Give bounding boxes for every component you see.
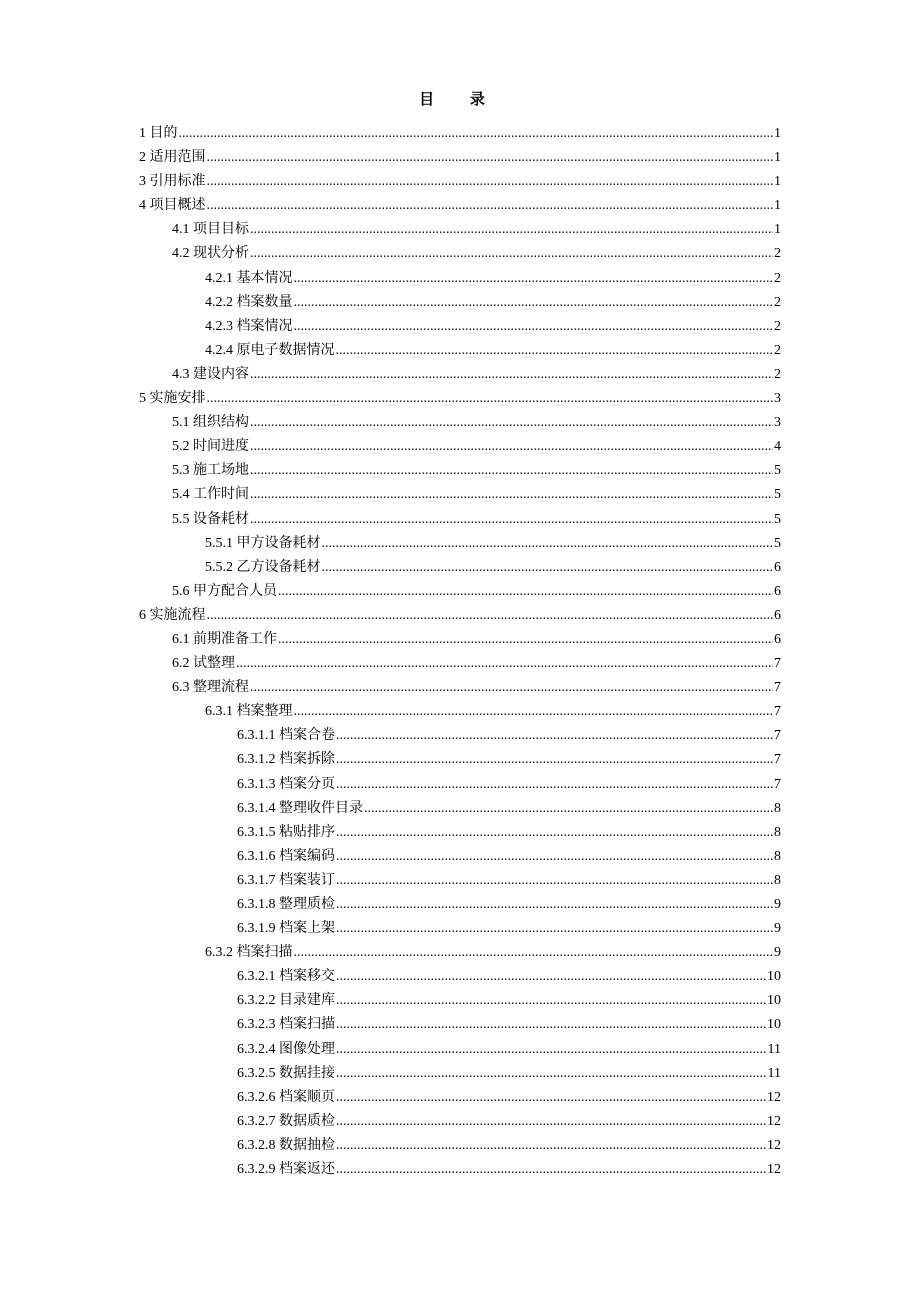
toc-entry-label: 5.1 组织结构 [172,415,249,431]
toc-entry-page-number: 2 [774,366,781,382]
toc-entry-page-number: 7 [774,728,781,744]
toc-entry-page-number: 2 [774,342,781,358]
toc-entry-label: 6.3.2.2 目录建库 [237,993,335,1009]
dot-leader [336,1110,766,1134]
dot-leader [250,459,773,483]
toc-entry[interactable] [139,869,781,893]
toc-entry-label: 6.2 试整理 [172,656,235,672]
toc-entry-page-number: 10 [767,993,781,1009]
toc-entry[interactable] [139,1134,781,1158]
dot-leader [336,1086,766,1110]
toc-entry-page-number: 4 [774,439,781,455]
toc-entry-label: 4.3 建设内容 [172,366,249,382]
toc-entry[interactable] [139,941,781,965]
dot-leader [336,1134,766,1158]
toc-entry[interactable] [139,1110,781,1134]
toc-entry-label: 6.3.2.1 档案移交 [237,969,335,985]
toc-entry-page-number: 2 [774,318,781,334]
toc-entry[interactable] [139,1038,781,1062]
dot-leader [207,170,774,194]
toc-entry-label: 4.1 项目目标 [172,222,249,238]
dot-leader [294,941,774,965]
dot-leader [336,989,766,1013]
dot-leader [336,1013,766,1037]
toc-entry[interactable] [139,652,781,676]
table-of-contents [139,122,781,1182]
toc-entry-page-number: 10 [767,1017,781,1033]
toc-entry-page-number: 2 [774,246,781,262]
dot-leader [294,700,774,724]
toc-entry-label: 5.5.1 甲方设备耗材 [205,535,321,551]
toc-entry-label: 6.3.2.5 数据挂接 [237,1065,335,1081]
toc-entry-label: 6.3.1.3 档案分页 [237,776,335,792]
toc-entry-page-number: 9 [774,921,781,937]
toc-entry-label: 6.3.1.9 档案上架 [237,921,335,937]
toc-entry[interactable] [139,483,781,507]
dot-leader [294,291,774,315]
dot-leader [322,532,774,556]
dot-leader [336,965,766,989]
dot-leader [250,508,773,532]
toc-entry[interactable] [139,628,781,652]
toc-entry-label: 5 实施安排 [139,391,206,407]
toc-entry-page-number: 11 [767,1065,781,1081]
toc-entry-label: 6 实施流程 [139,607,206,623]
dot-leader [336,917,773,941]
dot-leader [207,387,774,411]
toc-entry-label: 6.3.1 档案整理 [205,704,293,720]
toc-entry-label: 6.3.2.8 数据抽检 [237,1137,335,1153]
toc-entry[interactable] [139,580,781,604]
toc-entry[interactable] [139,459,781,483]
toc-entry-page-number: 6 [774,559,781,575]
toc-entry-label: 5.4 工作时间 [172,487,249,503]
toc-entry-label: 6.3.2.6 档案顺页 [237,1089,335,1105]
toc-entry-page-number: 9 [774,945,781,961]
toc-entry-label: 6.3.2.4 图像处理 [237,1041,335,1057]
toc-entry-page-number: 5 [774,463,781,479]
dot-leader [250,411,773,435]
toc-entry-page-number: 2 [774,294,781,310]
toc-entry-page-number: 7 [774,752,781,768]
toc-entry-page-number: 8 [774,824,781,840]
toc-entry[interactable] [139,797,781,821]
dot-leader [278,628,773,652]
toc-entry[interactable] [139,508,781,532]
dot-leader [294,315,774,339]
toc-entry-label: 6.3.1.2 档案拆除 [237,752,335,768]
toc-entry-page-number: 3 [774,391,781,407]
toc-entry[interactable] [139,748,781,772]
toc-entry[interactable] [139,363,781,387]
toc-entry-label: 4.2.2 档案数量 [205,294,293,310]
toc-entry[interactable] [139,773,781,797]
toc-entry-page-number: 9 [774,897,781,912]
dot-leader [250,483,773,507]
dot-leader [207,194,774,218]
toc-entry-page-number: 1 [774,174,781,190]
dot-leader [179,122,774,146]
toc-entry-label: 5.5 设备耗材 [172,511,249,527]
toc-entry[interactable] [139,267,781,291]
toc-entry-label: 5.3 施工场地 [172,463,249,479]
toc-entry-label: 6.3.1.6 档案编码 [237,848,335,864]
toc-entry[interactable] [139,556,781,580]
toc-entry-label: 4.2.4 原电子数据情况 [205,342,335,358]
toc-entry-page-number: 8 [774,872,781,888]
toc-entry[interactable] [139,170,781,194]
toc-entry[interactable] [139,893,781,917]
dot-leader [250,435,773,459]
toc-entry[interactable] [139,315,781,339]
dot-leader [336,773,773,797]
toc-entry-page-number: 5 [774,535,781,551]
toc-entry[interactable] [139,821,781,845]
toc-title: 目 录 [419,92,501,108]
toc-entry-page-number: 10 [767,969,781,985]
toc-entry-page-number: 1 [774,150,781,166]
dot-leader [250,363,773,387]
dot-leader [336,869,773,893]
toc-entry-page-number: 3 [774,415,781,431]
dot-leader [250,242,773,266]
toc-entry-page-number: 8 [774,848,781,864]
toc-entry-label: 6.3.1.1 档案合卷 [237,728,335,744]
toc-entry-label: 5.2 时间进度 [172,439,249,455]
toc-entry-label: 6.3.2.9 档案返还 [237,1162,335,1178]
toc-entry-label: 4.2.3 档案情况 [205,318,293,334]
toc-entry[interactable] [139,917,781,941]
toc-entry[interactable] [139,435,781,459]
toc-entry-page-number: 12 [767,1162,781,1178]
dot-leader [207,146,774,170]
dot-leader [207,604,774,628]
toc-entry[interactable] [139,845,781,869]
dot-leader [336,845,773,869]
toc-entry[interactable] [139,724,781,748]
toc-entry-label: 6.3.1.5 粘贴排序 [237,824,335,840]
toc-entry[interactable] [139,122,781,146]
dot-leader [336,1062,767,1086]
toc-entry-page-number: 6 [774,607,781,623]
toc-entry[interactable] [139,218,781,242]
dot-leader [236,652,773,676]
toc-entry[interactable] [139,604,781,628]
dot-leader [336,893,773,917]
toc-entry[interactable] [139,411,781,435]
toc-entry[interactable] [139,965,781,989]
toc-entry-label: 3 引用标准 [139,174,206,190]
toc-entry-label: 6.3.1.4 整理收件目录 [237,800,363,816]
toc-entry[interactable] [139,194,781,218]
toc-entry[interactable] [139,1158,781,1182]
toc-entry-page-number: 6 [774,583,781,599]
toc-entry-page-number: 1 [774,198,781,214]
toc-entry-label: 4 项目概述 [139,198,206,214]
toc-entry[interactable] [139,700,781,724]
dot-leader [336,1158,766,1182]
toc-entry-label: 6.3.1.8 整理质检 [237,897,335,912]
toc-entry-page-number: 12 [767,1113,781,1129]
toc-entry-label: 6.3.2 档案扫描 [205,945,293,961]
toc-entry-page-number: 12 [767,1137,781,1153]
dot-leader [336,1038,767,1062]
toc-entry-label: 6.3 整理流程 [172,680,249,696]
toc-entry[interactable] [139,532,781,556]
toc-entry[interactable] [139,1062,781,1086]
dot-leader [250,218,773,242]
toc-entry[interactable] [139,676,781,700]
toc-entry-page-number: 5 [774,487,781,503]
toc-entry[interactable] [139,1086,781,1110]
toc-entry[interactable] [139,1013,781,1037]
toc-entry-page-number: 2 [774,270,781,286]
toc-entry-page-number: 7 [774,704,781,720]
toc-entry-label: 6.3.1.7 档案装订 [237,872,335,888]
dot-leader [336,339,774,363]
dot-leader [322,556,774,580]
dot-leader [336,724,773,748]
toc-entry-label: 2 适用范围 [139,150,206,166]
toc-entry-label: 1 目的 [139,126,178,141]
dot-leader [250,676,773,700]
toc-entry-page-number: 7 [774,656,781,672]
dot-leader [336,748,773,772]
dot-leader [278,580,773,604]
toc-entry[interactable] [139,291,781,315]
toc-entry-label: 6.1 前期准备工作 [172,631,277,647]
toc-entry-page-number: 6 [774,631,781,647]
toc-entry[interactable] [139,242,781,266]
toc-entry[interactable] [139,339,781,363]
toc-entry-label: 4.2 现状分析 [172,246,249,262]
toc-entry-page-number: 12 [767,1089,781,1105]
toc-entry-page-number: 5 [774,511,781,527]
toc-entry-page-number: 11 [767,1041,781,1057]
dot-leader [294,267,774,291]
toc-entry-label: 6.3.2.7 数据质检 [237,1113,335,1129]
toc-entry-page-number: 1 [774,126,781,141]
toc-entry-page-number: 7 [774,680,781,696]
toc-entry[interactable] [139,146,781,170]
toc-entry-page-number: 8 [774,800,781,816]
toc-entry-page-number: 1 [774,222,781,238]
toc-entry-label: 6.3.2.3 档案扫描 [237,1017,335,1033]
toc-entry-label: 5.5.2 乙方设备耗材 [205,559,321,575]
toc-entry-label: 4.2.1 基本情况 [205,270,293,286]
dot-leader [364,797,773,821]
dot-leader [336,821,773,845]
toc-entry-label: 5.6 甲方配合人员 [172,583,277,599]
toc-entry[interactable] [139,387,781,411]
toc-entry-page-number: 7 [774,776,781,792]
toc-entry[interactable] [139,989,781,1013]
